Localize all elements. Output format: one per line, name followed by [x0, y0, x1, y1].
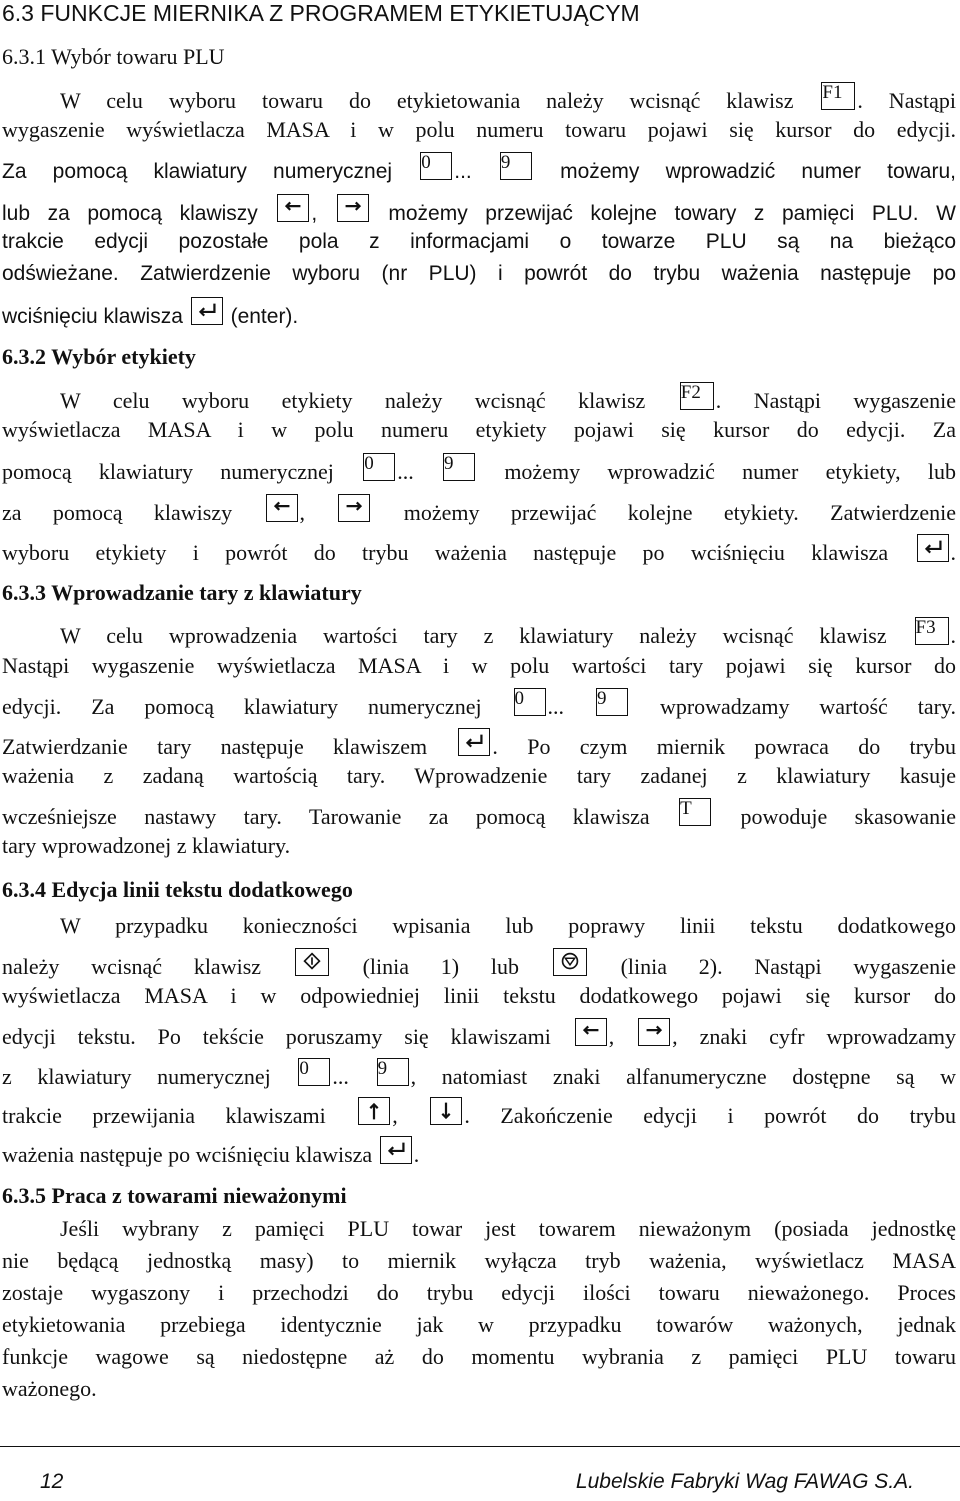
text: możemy przewijać kolejne towary z pamięci PLU. W — [388, 202, 956, 225]
text: , natomiast znaki alfanumeryczne dostępne są w — [410, 1064, 956, 1089]
paragraph-line — [2, 297, 956, 333]
text: Za pomocą klawiatury numerycznej — [2, 160, 393, 183]
text: edycji. Za pomocą klawiatury numerycznej — [2, 694, 482, 719]
text: ... — [547, 694, 565, 719]
key-label: T — [680, 798, 692, 819]
zero-key — [420, 152, 452, 180]
text: powoduje skasowanie — [740, 804, 957, 829]
text: za pomocą klawiszy — [2, 500, 233, 525]
paragraph-line: ważonego. — [2, 1376, 97, 1401]
paragraph-line: wyświetlacza MASA i w odpowiedniej linii tekstu dodatkowego pojawi się kursor do — [2, 983, 956, 1008]
paragraph-line: zostaje wygaszony i przechodzi do trybu edycji ilości towaru nieważonego. Proces — [2, 1280, 956, 1305]
paragraph-line: trakcie edycji pozostałe pola z informacjami o towarze PLU są na bieżąco — [2, 230, 956, 253]
paragraph-line: Jeśli wybrany z pamięci PLU towar jest towarem nieważonym (posiada jednostkę — [60, 1216, 956, 1241]
paragraph-line: wyświetlacza MASA i w polu numeru etykiety pojawi się kursor do edycji. Za — [2, 417, 956, 442]
arrow-right-icon — [638, 1018, 670, 1046]
footer-company: Lubelskie Fabryki Wag FAWAG S.A. — [575, 1470, 914, 1493]
text: (linia 1) lub — [362, 954, 520, 979]
text: lub za pomocą klawiszy — [2, 202, 258, 225]
text: W celu wprowadzenia wartości tary z klawiatury należy wcisnąć klawisz — [60, 623, 887, 648]
text: możemy przewijać kolejne etykiety. Zatwierdzenie — [403, 500, 956, 525]
text: trakcie przewijania klawiszami — [2, 1103, 326, 1128]
paragraph-line: Nastąpi wygaszenie wyświetlacza MASA i w polu wartości tary pojawi się kursor do — [2, 653, 956, 678]
paragraph-line: nie będącą jednostką masy) to miernik wyłącza tryb ważenia, wyświetlacz MASA — [2, 1248, 956, 1273]
arrow-left-icon — [266, 494, 298, 522]
section-heading-6-3-1: 6.3.1 Wybór towaru PLU — [2, 44, 225, 69]
text: . — [413, 1142, 420, 1167]
text: , — [299, 500, 305, 525]
paragraph-line: etykietowania przebiega identycznie jak w przypadku towarów ważonych, jednak — [2, 1312, 956, 1337]
key-label: F2 — [680, 382, 701, 403]
paragraph-line — [60, 617, 956, 652]
text: , znaki cyfr wprowadzamy — [672, 1024, 956, 1049]
paragraph-line — [2, 1136, 956, 1171]
text: Zatwierdzanie tary następuje klawiszem — [2, 734, 428, 759]
arrow-down-icon — [430, 1097, 462, 1125]
paragraph-line — [2, 1018, 956, 1053]
section-heading-6-3-2: 6.3.2 Wybór etykiety — [2, 344, 196, 369]
text: wprowadzamy wartość tary. — [659, 694, 957, 719]
arrow-right-icon — [337, 194, 369, 222]
page-title: 6.3 FUNKCJE MIERNIKA Z PROGRAMEM ETYKIETUJĄCYM — [2, 0, 640, 26]
section-heading-6-3-4: 6.3.4 Edycja linii tekstu dodatkowego — [2, 877, 353, 902]
text: . Zakończenie edycji i powrót do trybu — [464, 1103, 957, 1128]
text: ... — [332, 1064, 349, 1089]
paragraph-line — [2, 194, 956, 230]
enter-icon — [191, 297, 223, 325]
text: ... — [454, 160, 472, 183]
text: (linia 2). Nastąpi wygaszenie — [620, 954, 957, 979]
text: pomocą klawiatury numerycznej — [2, 459, 334, 484]
text: , — [311, 202, 318, 225]
nine-key — [443, 453, 475, 481]
text: . Nastąpi — [857, 88, 957, 113]
text: ważenia następuje po wciśnięciu klawisza — [2, 1142, 373, 1167]
text: możemy wprowadzić numer towaru, — [560, 160, 956, 183]
key-label: 9 — [596, 688, 607, 709]
paragraph-line — [2, 453, 956, 488]
key-label: F3 — [915, 617, 936, 638]
key-label: 0 — [514, 688, 525, 709]
nine-key — [500, 152, 532, 180]
text: wyboru etykiety i powrót do trybu ważenia następuje po wciśnięciu klawisza — [2, 540, 889, 565]
text: (enter). — [230, 305, 299, 328]
paragraph-line — [2, 798, 956, 833]
enter-icon — [458, 728, 490, 756]
paragraph-line: ważenia z zadaną wartością tary. Wprowadzenie tary zadanej z klawiatury kasuje — [2, 763, 956, 788]
paragraph-line — [2, 948, 956, 983]
nine-key — [377, 1058, 409, 1086]
text: . — [950, 623, 956, 648]
footer-divider — [0, 1446, 960, 1447]
key-label: 9 — [377, 1058, 388, 1079]
key-label: 0 — [421, 152, 431, 173]
text: W celu wyboru towaru do etykietowania należy wcisnąć klawisz — [60, 88, 794, 113]
text: , — [392, 1103, 398, 1128]
tare-key — [679, 798, 711, 826]
text: . Nastąpi wygaszenie — [715, 388, 957, 413]
key-label: 0 — [364, 453, 374, 474]
paragraph-line — [2, 534, 956, 569]
text: , — [608, 1024, 615, 1049]
text: . Po czym miernik powraca do trybu — [492, 734, 956, 759]
paragraph-line: funkcje wagowe są niedostępne aż do momentu wybrania z pamięci PLU towaru — [2, 1344, 956, 1369]
text: należy wcisnąć klawisz — [2, 954, 262, 979]
text: możemy wprowadzić numer etykiety, lub — [504, 459, 957, 484]
paragraph-line — [60, 382, 956, 417]
text: wciśnięciu klawisza — [2, 305, 183, 328]
key-label: 0 — [299, 1058, 309, 1079]
text: wcześniejsze nastawy tary. Tarowanie za pomocą klawisza — [2, 804, 650, 829]
paragraph-line — [2, 152, 956, 188]
zero-key — [514, 688, 546, 716]
arrow-up-icon — [358, 1097, 390, 1125]
paragraph-line: W przypadku konieczności wpisania lub poprawy linii tekstu dodatkowego — [60, 913, 956, 938]
arrow-left-icon — [277, 194, 309, 222]
line2-key-icon — [553, 948, 587, 976]
paragraph-line — [2, 1058, 956, 1093]
f1-key — [821, 82, 855, 110]
paragraph-line: tary wprowadzonej z klawiatury. — [2, 833, 291, 858]
arrow-left-icon — [575, 1018, 607, 1046]
zero-key — [298, 1058, 330, 1086]
text: ... — [397, 459, 414, 484]
section-heading-6-3-5: 6.3.5 Praca z towarami nieważonymi — [2, 1183, 347, 1208]
paragraph-line — [60, 82, 956, 117]
f2-key — [680, 382, 714, 410]
line1-key-icon — [295, 948, 329, 976]
paragraph-line — [2, 1097, 956, 1132]
paragraph-line: wygaszenie wyświetlacza MASA i w polu numeru towaru pojawi się kursor do edycji. — [2, 117, 956, 142]
section-heading-6-3-3: 6.3.3 Wprowadzanie tary z klawiatury — [2, 580, 362, 605]
text: edycji tekstu. Po tekście poruszamy się klawiszami — [2, 1024, 551, 1049]
key-label: 9 — [444, 453, 454, 474]
text: W celu wyboru etykiety należy wcisnąć klawisz — [60, 388, 646, 413]
nine-key — [596, 688, 628, 716]
key-label: 9 — [500, 152, 511, 173]
enter-icon — [917, 534, 949, 562]
zero-key — [363, 453, 395, 481]
page-number: 12 — [40, 1470, 64, 1493]
paragraph-line — [2, 728, 956, 763]
enter-icon — [380, 1136, 412, 1164]
paragraph-line — [2, 494, 956, 529]
key-label: F1 — [822, 82, 843, 103]
paragraph-line — [2, 688, 956, 723]
paragraph-line: odświeżane. Zatwierdzenie wyboru (nr PLU) i powrót do trybu ważenia następuje po — [2, 262, 956, 285]
text: z klawiatury numerycznej — [2, 1064, 271, 1089]
f3-key — [915, 617, 949, 645]
arrow-right-icon — [338, 494, 370, 522]
text: . — [950, 540, 956, 565]
